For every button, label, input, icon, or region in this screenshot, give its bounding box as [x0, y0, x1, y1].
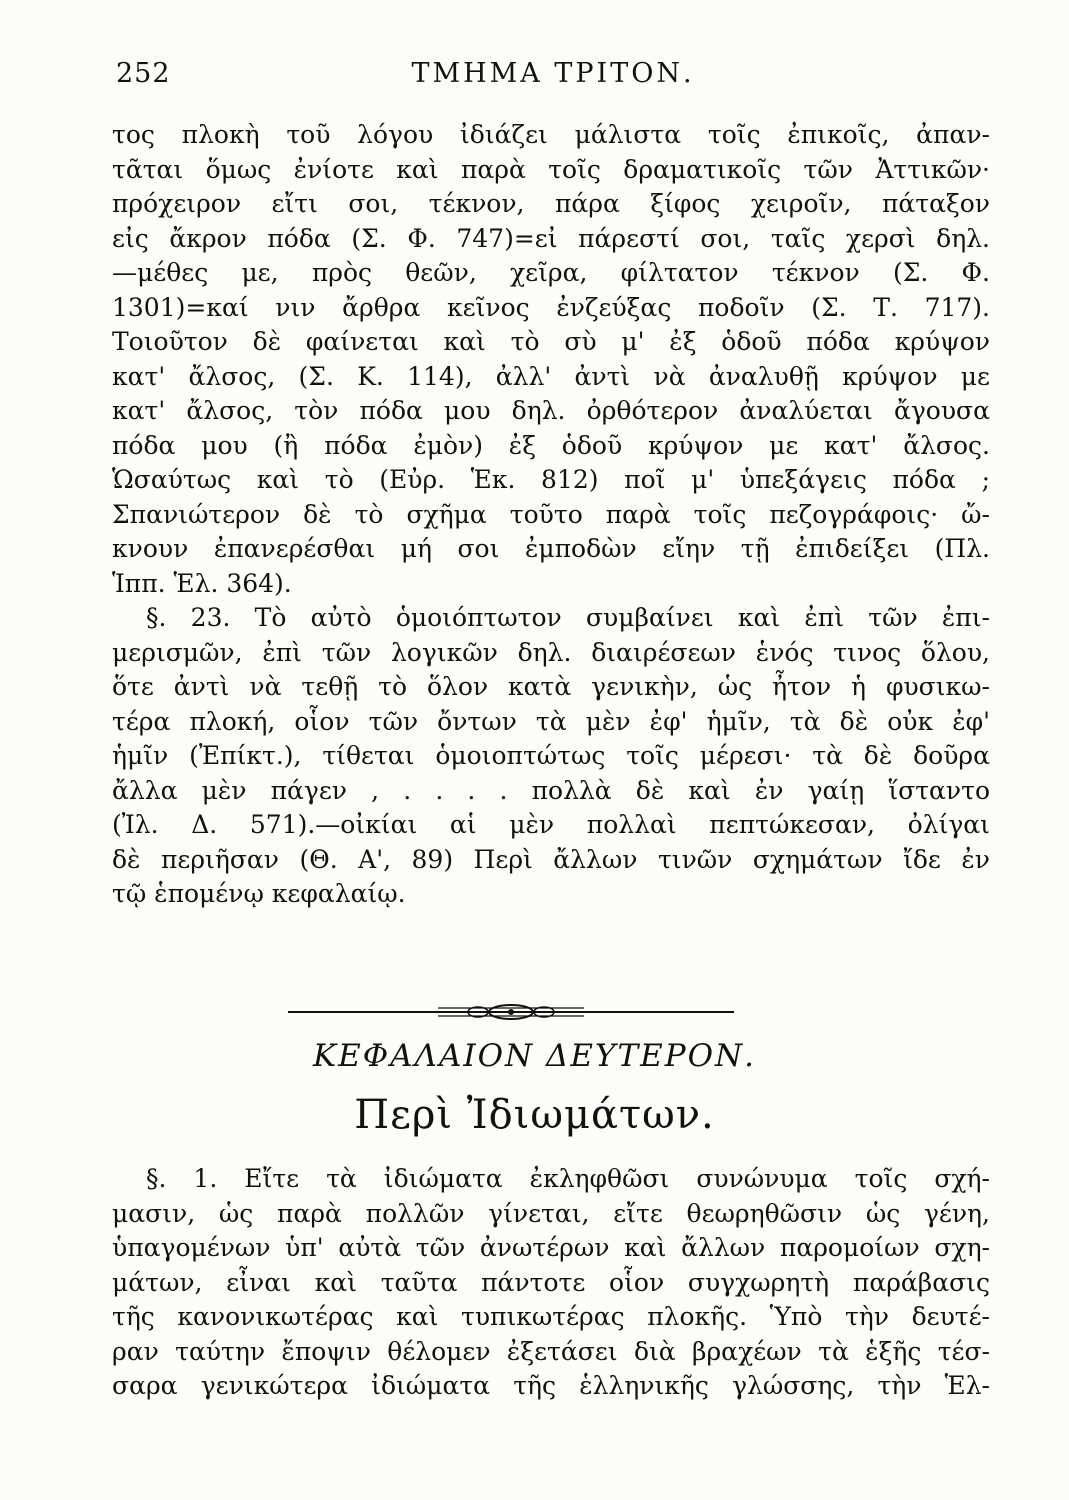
text-line: δὲ περιῆσαν (Θ. Α', 89) Περὶ ἄλλων τινῶν σχημάτων ἴδε ἐν — [112, 844, 990, 874]
ornamental-rule — [288, 1002, 734, 1022]
section-title: Περὶ Ἰδιωμάτων. — [354, 1092, 715, 1138]
text-line: Σπανιώτερον δὲ τὸ σχῆμα τοῦτο παρὰ τοῖς πεζογράφοις· ὤ- — [112, 499, 990, 529]
text-line: εἰς ἄκρον πόδα (Σ. Φ. 747)=εἰ πάρεστί σοι, ταῖς χερσὶ δηλ. — [112, 223, 990, 253]
text-line: τέρα πλοκή, οἷον τῶν ὄντων τὰ μὲν ἐφ' ἡμῖν, τὰ δὲ οὐκ ἐφ' — [112, 706, 990, 736]
text-line: κατ' ἄλσος, (Σ. Κ. 114), ἀλλ' ἀντὶ νὰ ἀναλυθῇ κρύψον με — [112, 361, 990, 391]
text-line: Τοιοῦτον δὲ φαίνεται καὶ τὸ σὺ μ' ἐξ ὁδοῦ πόδα κρύψον — [112, 327, 990, 356]
paragraph-continuation — [112, 118, 990, 601]
text-line: τῆς κανονικωτέρας καὶ τυπικωτέρας πλοκῆς. Ὑπὸ τὴν δευτέ- — [112, 1302, 990, 1331]
text-line: σαρα γενικώτερα ἰδιώματα τῆς ἑλληνικῆς γλώσσης, τὴν Ἑλ- — [112, 1371, 990, 1400]
text-line: Ὡσαύτως καὶ τὸ (Εὐρ. Ἑκ. 812) ποῖ μ' ὑπεξάγεις πόδα ; — [112, 465, 990, 494]
body-text-bottom — [112, 1162, 990, 1404]
chapter-title: ΚΕΦΑΛΑΙΟΝ ΔΕΥΤΕΡΟΝ. — [312, 1038, 757, 1074]
text-line: 1301)=καί νιν ἄρθρα κεῖνος ἐνζεύξας ποδοῖν (Σ. Τ. 717). — [112, 292, 990, 322]
paragraph-section-23 — [112, 601, 990, 912]
body-text-top — [112, 118, 990, 912]
text-line: Ἱππ. Ἑλ. 364). — [112, 568, 292, 598]
text-line: ραν ταύτην ἔποψιν θέλομεν ἐξετάσει διὰ βραχέων τὰ ἑξῆς τέσ- — [112, 1336, 990, 1366]
text-line: —μέθες με, πρὸς θεῶν, χεῖρα, φίλτατον τέκνον (Σ. Φ. — [112, 258, 990, 287]
text-line: ἄλλα μὲν πάγεν , . . . . πολλὰ δὲ καὶ ἐν γαίῃ ἵσταντο — [112, 775, 990, 805]
text-line: κατ' ἄλσος, τὸν πόδα μου δηλ. ὀρθότερον ἀναλύεται ἄγουσα — [112, 396, 990, 425]
text-line: (Ἰλ. Δ. 571).—οἰκίαι αἱ μὲν πολλαὶ πεπτώκεσαν, ὀλίγαι — [112, 810, 990, 839]
running-head: ΤΜΗΜΑ ΤΡΙΤΟΝ. — [411, 58, 695, 89]
text-line: τῷ ἑπομένῳ κεφαλαίῳ. — [112, 879, 406, 908]
text-line: τᾶται ὅμως ἐνίοτε καὶ παρὰ τοῖς δραματικοῖς τῶν Ἀττικῶν· — [112, 154, 990, 184]
text-line: μάτων, εἶναι καὶ ταῦτα πάντοτε οἷον συγχωρητὴ παράβασις — [112, 1267, 990, 1297]
text-line: τος πλοκὴ τοῦ λόγου ἰδιάζει μάλιστα τοῖς ἐπικοῖς, ἀπαν- — [112, 120, 990, 149]
page-header — [108, 58, 998, 100]
text-line: §. 23. Τὸ αὐτὸ ὁμοιόπτωτον συμβαίνει καὶ ἐπὶ τῶν ἐπι- — [146, 603, 990, 632]
text-line: μασιν, ὡς παρὰ πολλῶν γίνεται, εἴτε θεωρηθῶσιν ὡς γένη, — [112, 1198, 990, 1228]
text-line: ἡμῖν (Ἐπίκτ.), τίθεται ὁμοιοπτώτως τοῖς μέρεσι· τὰ δὲ δοῦρα — [112, 741, 990, 770]
text-line: πόδα μου (ἢ πόδα ἐμὸν) ἐξ ὁδοῦ κρύψον με κατ' ἄλσος. — [112, 430, 990, 460]
text-line: ὑπαγομένων ὑπ' αὐτὰ τῶν ἀνωτέρων καὶ ἄλλων παρομοίων σχη- — [112, 1233, 990, 1262]
text-line: ὅτε ἀντὶ νὰ τεθῇ τὸ ὅλον κατὰ γενικὴν, ὡς ἦτον ἡ φυσικω- — [112, 672, 990, 701]
text-line: πρόχειρον εἴτι σοι, τέκνον, πάρα ξίφος χειροῖν, πάταξον — [112, 189, 990, 218]
text-line: μερισμῶν, ἐπὶ τῶν λογικῶν δηλ. διαιρέσεων ἑνός τινος ὅλου, — [112, 637, 990, 667]
page-number: 252 — [116, 58, 171, 89]
text-line: κνουν ἐπανερέσθαι μή σοι ἐμποδὼν εἴην τῇ ἐπιδείξει (Πλ. — [112, 534, 990, 563]
text-line: §. 1. Εἴτε τὰ ἰδιώματα ἐκληφθῶσι συνώνυμα τοῖς σχή- — [146, 1164, 990, 1193]
